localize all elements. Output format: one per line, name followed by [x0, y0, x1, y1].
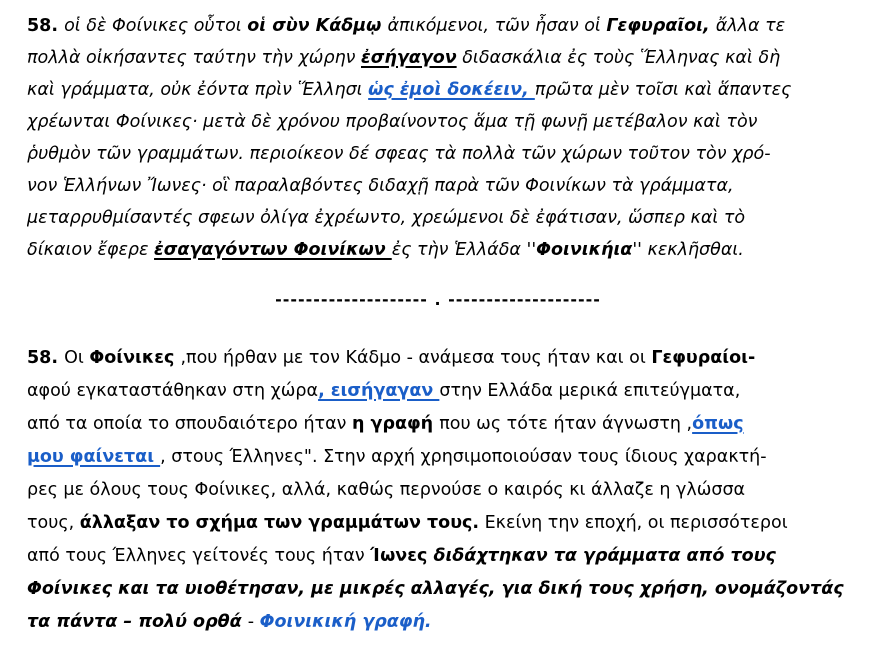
text-run: διδασκάλια ἐς τοὺς Ἕλληνας καὶ δὴ: [456, 48, 781, 68]
text-run: ἐς τὴν Ἑλλάδα '': [391, 240, 537, 260]
text-line: [27, 234, 849, 266]
text-run: Φοίνικες και τα υιοθέτησαν, με μικρές αλλαγές, για δική τους χρήση, ονομάζοντάς: [27, 579, 844, 599]
text-line: [27, 408, 849, 441]
text-run: τους,: [27, 513, 80, 533]
text-run: Γεφυραίοι-: [651, 348, 756, 368]
text-run: άλλαξαν το σχήμα των γραμμάτων τους.: [79, 513, 480, 533]
text-run: η γραφή: [351, 414, 440, 434]
text-line: [27, 474, 849, 507]
text-line: [27, 202, 849, 234]
text-run: πρῶτα μὲν τοῖσι καὶ ἅπαντες: [534, 80, 792, 100]
text-line: [27, 106, 849, 138]
text-run: Εκείνη την εποχή, οι περισσότεροι: [479, 513, 788, 533]
text-run: στην Ελλάδα μερικά επιτεύγματα,: [439, 381, 741, 401]
text-line: [27, 284, 849, 316]
text-run: που ως τότε ήταν άγνωστη ,: [439, 414, 693, 434]
modern-greek-paragraph: [27, 342, 849, 639]
text-run: 58.: [27, 16, 65, 36]
text-line: [27, 573, 849, 606]
text-run: ἐσαγαγόντων Φοινίκων: [154, 240, 392, 260]
hyperlink[interactable]: ὡς ἐμοὶ δοκέειν,: [368, 80, 535, 100]
text-run: αφού εγκαταστάθηκαν στη χώρα: [27, 381, 319, 401]
text-run: ἄλλα τε: [715, 16, 786, 36]
text-run: 58.: [27, 348, 65, 368]
text-run: νον Ἑλλήνων Ἴωνες· οἳ παραλαβόντες διδαχῇ παρὰ τῶν Φοινίκων τὰ γράμματα,: [27, 176, 734, 196]
text-run: Ίωνες: [370, 546, 434, 566]
text-run: μεταρρυθμίσαντές σφεων ὀλίγα ἐχρέωντο, χρεώμενοι δὲ ἐφάτισαν, ὥσπερ καὶ τὸ: [27, 208, 746, 228]
text-run: ,που ήρθαν με τον Κάδμο - ανάμεσα τους ήταν και οι: [180, 348, 652, 368]
text-run: από τους Έλληνες γείτονές τους ήταν: [27, 546, 371, 566]
text-run: , στους Έλληνες". Στην αρχή χρησιμοποιούσαν τους ίδιους χαρακτή-: [160, 447, 767, 467]
text-run: από τα οποία το σπουδαιότερο ήταν: [27, 414, 352, 434]
text-line: [27, 342, 849, 375]
text-run: οἱ δὲ Φοίνικες οὗτοι: [64, 16, 248, 36]
text-run: Φοινικική γραφή.: [259, 612, 432, 632]
text-line: [27, 170, 849, 202]
text-line: [27, 42, 849, 74]
text-run: ἀπικόμενοι, τῶν ἦσαν οἱ: [387, 16, 607, 36]
hyperlink[interactable]: μου φαίνεται: [27, 447, 161, 467]
text-run: Οι: [64, 348, 90, 368]
text-line: [27, 441, 849, 474]
text-run: Φοίνικες: [89, 348, 181, 368]
text-run: πολλὰ οἰκήσαντες ταύτην τὴν χώρην: [27, 48, 361, 68]
text-run: -: [247, 612, 260, 632]
text-line: [27, 540, 849, 573]
text-line: [27, 138, 849, 170]
text-run: Φοινικήια: [536, 240, 633, 260]
text-run: ἐσήγαγον: [361, 48, 457, 68]
text-run: καὶ γράμματα, οὐκ ἐόντα πρὶν Ἕλλησι: [27, 80, 369, 100]
text-run: Γεφυραῖοι,: [606, 16, 716, 36]
text-run: χρέωνται Φοίνικες· μετὰ δὲ χρόνου προβαίνοντος ἅμα τῇ φωνῇ μετέβαλον καὶ τὸν: [27, 112, 758, 132]
text-run: τα πάντα – πολύ ορθά: [27, 612, 248, 632]
text-line: [27, 606, 849, 639]
text-line: [27, 507, 849, 540]
dashed-separator: [27, 284, 849, 316]
hyperlink[interactable]: , εισήγαγαν: [318, 381, 440, 401]
text-line: [27, 74, 849, 106]
text-run: δίκαιον ἔφερε: [27, 240, 155, 260]
ancient-greek-paragraph: [27, 10, 849, 266]
text-run: οἱ σὺν Κάδμῳ: [247, 16, 388, 36]
text-run: '' κεκλῆσθαι.: [632, 240, 744, 260]
text-line: [27, 375, 849, 408]
text-line: [27, 10, 849, 42]
text-run: διδάχτηκαν τα γράμματα από τους: [433, 546, 776, 566]
hyperlink[interactable]: όπως: [692, 414, 744, 434]
text-run: ῥυθμὸν τῶν γραμμάτων. περιοίκεον δέ σφεας τὰ πολλὰ τῶν χώρων τοῦτον τὸν χρό-: [27, 144, 771, 164]
text-run: -------------------- . --------------------: [275, 290, 601, 309]
text-run: ρες με όλους τους Φοίνικες, αλλά, καθώς περνούσε ο καιρός κι άλλαζε η γλώσσα: [27, 480, 746, 500]
